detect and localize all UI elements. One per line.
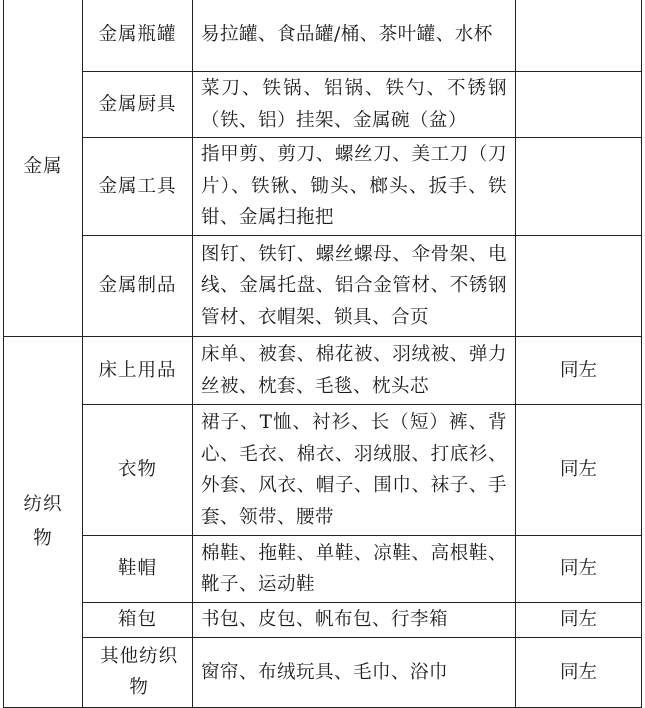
category-label: 金属	[23, 156, 63, 177]
note-cell: 同左	[516, 405, 642, 536]
category-label: 纺织物	[23, 494, 63, 549]
table-row	[4, 603, 642, 638]
note-cell	[516, 0, 642, 72]
items-cell: 图钉、铁钉、螺丝螺母、伞骨架、电线、金属托盘、铝合金管材、不锈钢管材、衣帽架、锁具、合页	[193, 236, 516, 337]
subcategory-cell: 金属厨具	[83, 72, 193, 138]
table-row	[4, 405, 642, 536]
note-cell: 同左	[516, 638, 642, 708]
subcategory-cell: 金属制品	[83, 236, 193, 337]
note-cell	[516, 138, 642, 236]
subcategory-label: 其他纺织物	[100, 646, 179, 699]
table-row	[4, 72, 642, 138]
subcategory-cell: 金属瓶罐	[83, 0, 193, 72]
note-cell	[516, 236, 642, 337]
items-cell: 指甲剪、剪刀、螺丝刀、美工刀（刀片）、铁锹、锄头、榔头、扳手、铁钳、金属扫拖把	[193, 138, 516, 236]
note-cell: 同左	[516, 603, 642, 638]
subcategory-cell: 床上用品	[83, 337, 193, 405]
table-row	[4, 536, 642, 603]
items-cell: 菜刀、铁锅、铝锅、铁勺、不锈钢（铁、铝）挂架、金属碗（盆）	[193, 72, 516, 138]
category-cell-textile	[4, 337, 83, 708]
subcategory-cell: 箱包	[83, 603, 193, 638]
category-cell-metal	[4, 0, 83, 337]
subcategory-cell	[83, 638, 193, 708]
subcategory-cell: 金属工具	[83, 138, 193, 236]
items-cell: 床单、被套、棉花被、羽绒被、弹力丝被、枕套、毛毯、枕头芯	[193, 337, 516, 405]
subcategory-cell: 衣物	[83, 405, 193, 536]
items-cell: 裙子、T恤、衬衫、长（短）裤、背心、毛衣、棉衣、羽绒服、打底衫、外套、风衣、帽子、围巾、袜子、手套、领带、腰带	[193, 405, 516, 536]
table-row	[4, 337, 642, 405]
items-cell: 棉鞋、拖鞋、单鞋、凉鞋、高根鞋、靴子、运动鞋	[193, 536, 516, 603]
subcategory-cell: 鞋帽	[83, 536, 193, 603]
items-cell: 易拉罐、食品罐/桶、茶叶罐、水杯	[193, 0, 516, 72]
note-cell: 同左	[516, 337, 642, 405]
items-cell: 书包、皮包、帆布包、行李箱	[193, 603, 516, 638]
table-row	[4, 0, 642, 72]
table-row	[4, 638, 642, 708]
note-cell: 同左	[516, 536, 642, 603]
waste-classification-table	[3, 0, 642, 708]
note-cell	[516, 72, 642, 138]
table-row	[4, 236, 642, 337]
table-row	[4, 138, 642, 236]
items-cell: 窗帘、布绒玩具、毛巾、浴巾	[193, 638, 516, 708]
